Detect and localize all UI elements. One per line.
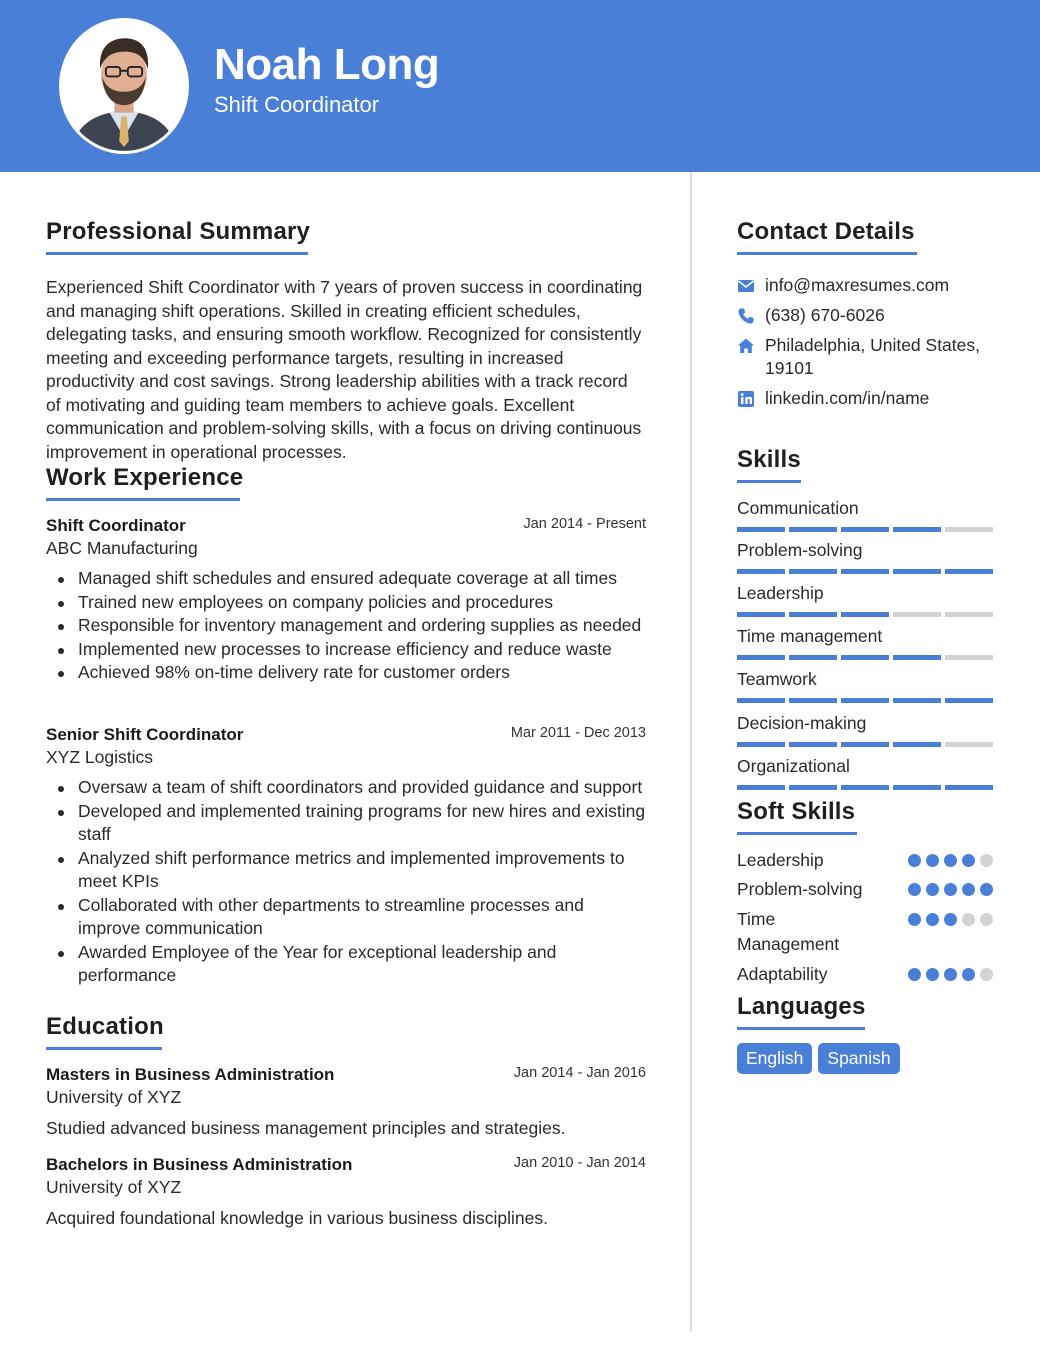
education-entry — [46, 1155, 646, 1229]
skill-label: Decision-making — [737, 713, 867, 733]
rating-dot — [926, 854, 939, 867]
summary-heading: Professional Summary — [46, 218, 310, 246]
skill-level-segment — [893, 698, 941, 703]
linkedin-icon — [737, 390, 755, 408]
rating-dot — [908, 883, 921, 896]
skill-level-segment — [893, 785, 941, 790]
list-item: Managed shift schedules and ensured adequate coverage at all times — [46, 567, 646, 591]
list-item: Trained new employees on company policies and procedures — [46, 591, 646, 615]
contact-phone[interactable]: (638) 670-6026 — [737, 304, 993, 327]
skills-heading: Skills — [737, 446, 801, 474]
skill-level-segment — [789, 785, 837, 790]
skill-level-segment — [893, 655, 941, 660]
education-description: Acquired foundational knowledge in various business disciplines. — [46, 1208, 548, 1228]
candidate-title: Shift Coordinator — [214, 92, 380, 117]
rating-dot — [926, 968, 939, 981]
skill-level-segment — [893, 742, 941, 747]
languages-heading: Languages — [737, 993, 866, 1021]
skill-level-segment — [737, 655, 785, 660]
skill-level-segment — [841, 527, 889, 532]
skill-level-bar — [737, 698, 993, 703]
skill-level-segment — [789, 612, 837, 617]
skill-level-segment — [737, 742, 785, 747]
skill-level-segment — [841, 742, 889, 747]
job-bullets — [46, 776, 646, 988]
skill-level-segment — [945, 569, 993, 574]
skill-label: Teamwork — [737, 669, 817, 689]
education-dates: Jan 2010 - Jan 2014 — [513, 1155, 646, 1171]
skill-level-segment — [841, 698, 889, 703]
skill-level-segment — [945, 612, 993, 617]
skill-level-segment — [789, 527, 837, 532]
rating-dot — [962, 883, 975, 896]
list-item: Oversaw a team of shift coordinators and provided guidance and support — [46, 776, 646, 800]
soft-skill-rating — [908, 854, 993, 867]
soft-skill-rating — [908, 968, 993, 981]
experience-heading: Work Experience — [46, 464, 243, 492]
skill-label: Communication — [737, 498, 859, 518]
skill-level-segment — [841, 612, 889, 617]
soft-skill-item — [737, 848, 993, 873]
school-name: University of XYZ — [46, 1087, 182, 1107]
list-item: Collaborated with other departments to streamline processes and improve communication — [46, 894, 646, 941]
soft-skill-rating — [908, 913, 993, 926]
skill-level-segment — [841, 785, 889, 790]
skill-level-bar — [737, 569, 993, 574]
skill-level-segment — [945, 527, 993, 532]
soft-skill-label: Problem-solving — [737, 879, 863, 899]
skill-level-segment — [737, 785, 785, 790]
rating-dot — [962, 968, 975, 981]
profile-photo — [59, 18, 189, 154]
skill-item — [737, 756, 993, 790]
rating-dot — [908, 913, 921, 926]
list-item: Awarded Employee of the Year for exceptional leadership and performance — [46, 941, 646, 988]
resume-header — [0, 0, 1040, 172]
skill-item — [737, 498, 993, 532]
rating-dot — [944, 913, 957, 926]
list-item: Responsible for inventory management and ordering supplies as needed — [46, 614, 646, 638]
skill-level-segment — [945, 698, 993, 703]
phone-icon — [737, 307, 755, 325]
contact-location: Philadelphia, United States, 19101 — [737, 334, 993, 380]
job-bullets — [46, 567, 646, 685]
education-dates: Jan 2014 - Jan 2016 — [513, 1065, 646, 1081]
skill-label: Problem-solving — [737, 540, 863, 560]
home-icon — [737, 337, 755, 355]
soft-skill-label: Adaptability — [737, 964, 828, 984]
skill-label: Organizational — [737, 756, 850, 776]
languages-list — [737, 1043, 900, 1074]
language-badge: English — [737, 1043, 812, 1074]
education-heading: Education — [46, 1013, 164, 1041]
skill-level-bar — [737, 785, 993, 790]
soft-skill-item — [737, 907, 993, 957]
list-item: Developed and implemented training programs for new hires and existing staff — [46, 800, 646, 847]
rating-dot — [926, 913, 939, 926]
soft-skill-label: Leadership — [737, 850, 824, 870]
candidate-name: Noah Long — [214, 40, 440, 89]
list-item: Analyzed shift performance metrics and implemented improvements to meet KPIs — [46, 847, 646, 894]
skill-level-segment — [789, 698, 837, 703]
education-entry — [46, 1065, 646, 1139]
column-divider — [690, 172, 692, 1332]
skill-level-segment — [945, 742, 993, 747]
soft-skill-item — [737, 962, 993, 987]
job-entry — [46, 516, 646, 685]
summary-text: Experienced Shift Coordinator with 7 years of proven success in coordinating and managing shift operations. Skilled in creating efficient schedules, delegating tasks, and ensuring smooth workflow. Recognized for consistently meeting and exceeding performance targets, resulting in increased productivity and cost savings. Strong leadership abilities with a track record of motivating and guiding team members to achieve goals. Excellent communication and problem-solving skills, with a focus on driving continuous improvement in operational processes. — [46, 277, 643, 462]
contact-heading: Contact Details — [737, 218, 915, 246]
degree-title: Bachelors in Business Administration — [46, 1155, 353, 1174]
job-company: XYZ Logistics — [46, 747, 153, 767]
rating-dot — [980, 883, 993, 896]
envelope-icon — [737, 277, 755, 295]
soft-skill-label: Time Management — [737, 909, 840, 954]
job-title: Shift Coordinator — [46, 516, 186, 535]
rating-dot — [962, 913, 975, 926]
rating-dot — [980, 913, 993, 926]
skill-level-segment — [789, 655, 837, 660]
contact-linkedin[interactable]: linkedin.com/in/name — [737, 387, 993, 410]
skill-level-segment — [789, 569, 837, 574]
job-entry — [46, 725, 646, 988]
skill-label: Time management — [737, 626, 883, 646]
skill-level-bar — [737, 655, 993, 660]
skill-level-bar — [737, 527, 993, 532]
job-title: Senior Shift Coordinator — [46, 725, 244, 744]
education-description: Studied advanced business management principles and strategies. — [46, 1118, 566, 1138]
rating-dot — [962, 854, 975, 867]
soft-skill-rating — [908, 883, 993, 896]
rating-dot — [980, 854, 993, 867]
skill-level-segment — [789, 742, 837, 747]
rating-dot — [926, 883, 939, 896]
skill-level-segment — [945, 785, 993, 790]
list-item: Achieved 98% on-time delivery rate for customer orders — [46, 661, 646, 685]
skill-level-segment — [737, 569, 785, 574]
contact-email[interactable]: info@maxresumes.com — [737, 274, 993, 297]
soft-skills-heading: Soft Skills — [737, 798, 855, 826]
list-item: Implemented new processes to increase efficiency and reduce waste — [46, 638, 646, 662]
skill-level-segment — [841, 655, 889, 660]
skill-level-segment — [893, 527, 941, 532]
skill-label: Leadership — [737, 583, 824, 603]
skill-level-segment — [841, 569, 889, 574]
degree-title: Masters in Business Administration — [46, 1065, 335, 1084]
skill-level-segment — [893, 612, 941, 617]
skill-item — [737, 713, 993, 747]
school-name: University of XYZ — [46, 1177, 182, 1197]
skill-level-segment — [893, 569, 941, 574]
soft-skill-item — [737, 877, 993, 902]
rating-dot — [944, 883, 957, 896]
job-dates: Jan 2014 - Present — [523, 516, 646, 532]
rating-dot — [908, 968, 921, 981]
skill-level-bar — [737, 742, 993, 747]
skill-level-bar — [737, 612, 993, 617]
skill-level-segment — [737, 612, 785, 617]
language-badge: Spanish — [818, 1043, 899, 1074]
skill-level-segment — [737, 698, 785, 703]
job-dates: Mar 2011 - Dec 2013 — [510, 725, 646, 741]
rating-dot — [944, 968, 957, 981]
skill-item — [737, 540, 993, 574]
skill-item — [737, 669, 993, 703]
skill-level-segment — [945, 655, 993, 660]
rating-dot — [908, 854, 921, 867]
job-company: ABC Manufacturing — [46, 538, 198, 558]
skill-level-segment — [737, 527, 785, 532]
rating-dot — [944, 854, 957, 867]
skill-item — [737, 583, 993, 617]
rating-dot — [980, 968, 993, 981]
skill-item — [737, 626, 993, 660]
